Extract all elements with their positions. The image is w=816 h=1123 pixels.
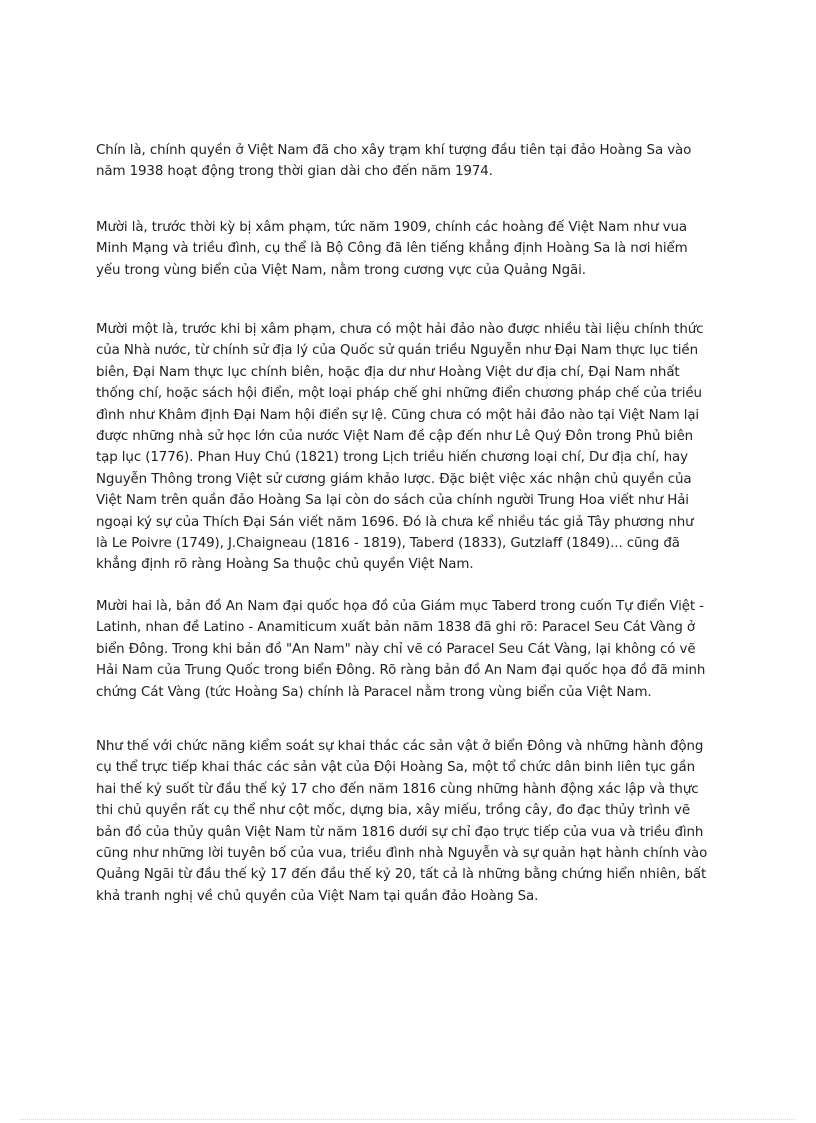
text-line: năm 1938 hoạt động trong thời gian dài cho đến năm 1974. — [96, 164, 493, 180]
paragraph-muoi-mot — [96, 319, 722, 576]
text-line: chứng Cát Vàng (tức Hoàng Sa) chính là Paracel nằm trong vùng biển của Việt Nam. — [96, 684, 652, 700]
text-line: Mười là, trước thời kỳ bị xâm phạm, tức năm 1909, chính các hoàng đế Việt Nam như vua — [96, 220, 687, 235]
text-line: yếu trong vùng biển của Việt Nam, nằm trong cương vực của Quảng Ngãi. — [96, 262, 586, 278]
text-line: cũng như những lời tuyên bố của vua, triều đình nhà Nguyễn và sự quản hạt hành chính vào — [96, 846, 708, 862]
text-line: được những nhà sử học lớn của nước Việt Nam đề cập đến như Lê Quý Đôn trong Phủ biên — [96, 429, 694, 445]
paragraph-conclusion — [96, 736, 722, 907]
paragraph-muoi — [96, 217, 722, 281]
text-line: Chín là, chính quyền ở Việt Nam đã cho xây trạm khí tượng đầu tiên tại đảo Hoàng Sa vào — [96, 143, 692, 158]
text-line: cụ thể trực tiếp khai thác các sản vật của Đội Hoàng Sa, một tổ chức dân binh liên tục gần — [96, 760, 695, 776]
text-line: Quảng Ngãi từ đầu thế kỷ 17 đến đầu thế kỷ 20, tất cả là những bằng chứng hiển nhiên, bất — [96, 867, 707, 883]
text-line: đình như Khâm định Đại Nam hội điển sự lệ. Cũng chưa có một hải đảo nào tại Việt Nam lại — [96, 407, 700, 423]
text-line: là Le Poivre (1749), J.Chaigneau (1816 - 1819), Taberd (1833), Gutzlaff (1849)... cũng đã — [96, 536, 680, 552]
text-line: của Nhà nước, từ chính sử địa lý của Quốc sử quán triều Nguyễn như Đại Nam thực lục tiền — [96, 343, 698, 359]
paragraph-chin — [96, 140, 722, 183]
text-line: Như thế với chức năng kiểm soát sự khai thác các sản vật ở biển Đông và những hành động — [96, 739, 704, 754]
text-line: khẳng định rõ ràng Hoàng Sa thuộc chủ quyền Việt Nam. — [96, 557, 474, 573]
text-line: Nguyễn Thông trong Việt sử cương giám khảo lược. Đặc biệt việc xác nhận chủ quyền của — [96, 471, 692, 487]
text-line: biên, Đại Nam thực lục chính biên, hoặc địa dư như Hoàng Việt dư địa chí, Đại Nam nhất — [96, 364, 680, 380]
text-line: Hải Nam của Trung Quốc trong biển Đông. Rõ ràng bản đồ An Nam đại quốc họa đồ đã minh — [96, 663, 706, 679]
paragraph-muoi-hai — [96, 596, 722, 703]
text-line: biển Đông. Trong khi bản đồ "An Nam" này chỉ vẽ có Paracel Seu Cát Vàng, lại không có vẽ — [96, 641, 696, 657]
text-line: thống chí, hoặc sách hội điển, một loại pháp chế ghi những điển chương pháp chế của triều — [96, 386, 702, 402]
text-line: tạp lục (1776). Phan Huy Chú (1821) trong Lịch triều hiến chương loại chí, Dư địa chí, hay — [96, 450, 688, 466]
text-line: khả tranh nghị về chủ quyền của Việt Nam tại quần đảo Hoàng Sa. — [96, 888, 539, 904]
text-line: Việt Nam trên quần đảo Hoàng Sa lại còn do sách của chính người Trung Hoa viết như Hải — [96, 493, 689, 509]
text-line: bản đồ của thủy quân Việt Nam từ năm 1816 dưới sự chỉ đạo trực tiếp của vua và triều đình — [96, 824, 704, 840]
text-line: Mười hai là, bản đồ An Nam đại quốc họa đồ của Giám mục Taberd trong cuốn Tự điển Việt - — [96, 599, 704, 614]
text-line: Mười một là, trước khi bị xâm phạm, chưa có một hải đảo nào được nhiều tài liệu chính thức — [96, 322, 704, 337]
text-line: thi chủ quyền rất cụ thể như cột mốc, dựng bia, xây miếu, trồng cây, đo đạc thủy trình vẽ — [96, 803, 690, 819]
text-line: hai thế kỷ suốt từ đầu thế kỷ 17 cho đến năm 1816 cùng những hành động xác lập và thực — [96, 781, 699, 797]
text-line: Latinh, nhan đề Latino - Anamiticum xuất bản năm 1838 đã ghi rõ: Paracel Seu Cát Vàng ở — [96, 620, 696, 636]
text-line: Minh Mạng và triều đình, cụ thể là Bộ Công đã lên tiếng khẳng định Hoàng Sa là nơi hiểm — [96, 241, 688, 257]
page-bottom-divider — [20, 1119, 796, 1120]
text-line: ngoại ký sự của Thích Đại Sán viết năm 1696. Đó là chưa kể nhiều tác giả Tây phương như — [96, 514, 694, 530]
